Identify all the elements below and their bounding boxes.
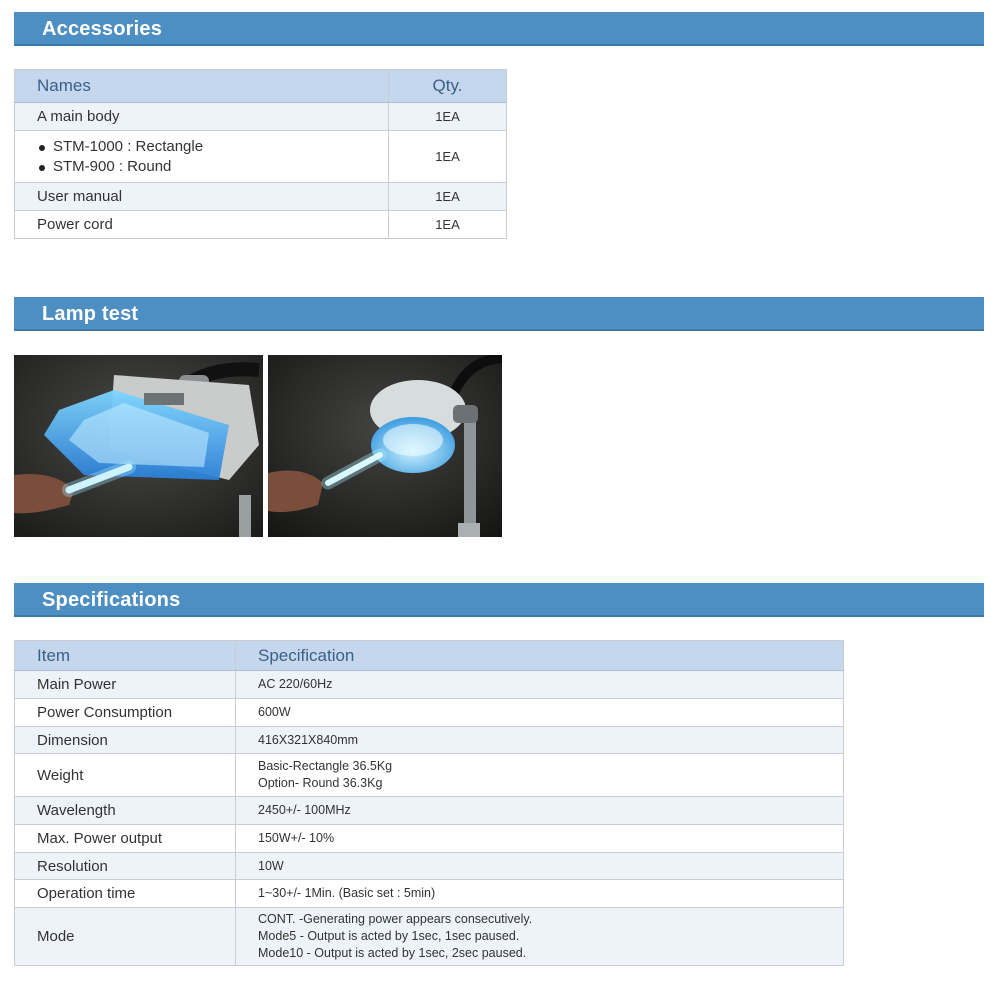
- spec-item: Power Consumption: [15, 699, 236, 727]
- model-list: [37, 137, 388, 177]
- accessory-name: User manual: [15, 183, 389, 211]
- table-row: [15, 908, 844, 966]
- table-row: [15, 699, 844, 727]
- spec-line: Option- Round 36.3Kg: [258, 776, 383, 790]
- spec-line: Mode5 - Output is acted by 1sec, 1sec paused.: [258, 929, 520, 943]
- spec-value: 416X321X840mm: [236, 727, 844, 754]
- spec-line: CONT. -Generating power appears consecutively.: [258, 912, 533, 926]
- lamp-test-heading: Lamp test: [42, 303, 139, 325]
- rectangle-lamp-photo: [14, 355, 263, 537]
- table-row: [15, 727, 844, 754]
- specification-column-header: Specification: [236, 641, 844, 671]
- qty-column-header: Qty.: [389, 70, 507, 103]
- spec-value: 1~30+/- 1Min. (Basic set : 5min): [236, 880, 844, 908]
- spec-item: Main Power: [15, 671, 236, 699]
- table-row: [15, 880, 844, 908]
- specifications-table: [14, 640, 844, 966]
- round-lamp-photo: [268, 355, 502, 537]
- accessory-qty: 1EA: [389, 103, 507, 131]
- spec-item: Weight: [15, 754, 236, 797]
- item-column-header: Item: [15, 641, 236, 671]
- list-item: STM-1000 : Rectangle: [37, 137, 388, 157]
- table-row: [15, 797, 844, 825]
- accessories-section-header: [14, 12, 984, 46]
- table-row: [15, 211, 507, 239]
- accessory-qty: 1EA: [389, 183, 507, 211]
- accessories-heading: Accessories: [42, 18, 163, 40]
- spec-value: 600W: [236, 699, 844, 727]
- table-row: [15, 671, 844, 699]
- table-row: [15, 754, 844, 797]
- table-row: [15, 103, 507, 131]
- accessory-name: Power cord: [15, 211, 389, 239]
- list-item: STM-900 : Round: [37, 157, 388, 177]
- spec-line: Mode10 - Output is acted by 1sec, 2sec paused.: [258, 946, 527, 960]
- spec-value: 150W+/- 10%: [236, 825, 844, 853]
- names-column-header: Names: [15, 70, 389, 103]
- spec-value: 10W: [236, 853, 844, 880]
- accessory-name: [15, 131, 389, 183]
- spec-value: [236, 754, 844, 797]
- spec-item: Resolution: [15, 853, 236, 880]
- spec-item: Wavelength: [15, 797, 236, 825]
- spec-value: 2450+/- 100MHz: [236, 797, 844, 825]
- table-row: [15, 853, 844, 880]
- spec-item: Operation time: [15, 880, 236, 908]
- table-row: [15, 183, 507, 211]
- accessories-table: [14, 69, 507, 239]
- specifications-heading: Specifications: [42, 589, 181, 611]
- lamp-test-section-header: [14, 297, 984, 331]
- accessory-qty: 1EA: [389, 131, 507, 183]
- table-row: [15, 825, 844, 853]
- spec-value: AC 220/60Hz: [236, 671, 844, 699]
- specifications-section-header: [14, 583, 984, 617]
- spec-value: [236, 908, 844, 966]
- spec-item: Max. Power output: [15, 825, 236, 853]
- accessory-qty: 1EA: [389, 211, 507, 239]
- table-row: [15, 131, 507, 183]
- spec-item: Mode: [15, 908, 236, 966]
- accessory-name: A main body: [15, 103, 389, 131]
- spec-item: Dimension: [15, 727, 236, 754]
- spec-line: Basic-Rectangle 36.5Kg: [258, 759, 393, 773]
